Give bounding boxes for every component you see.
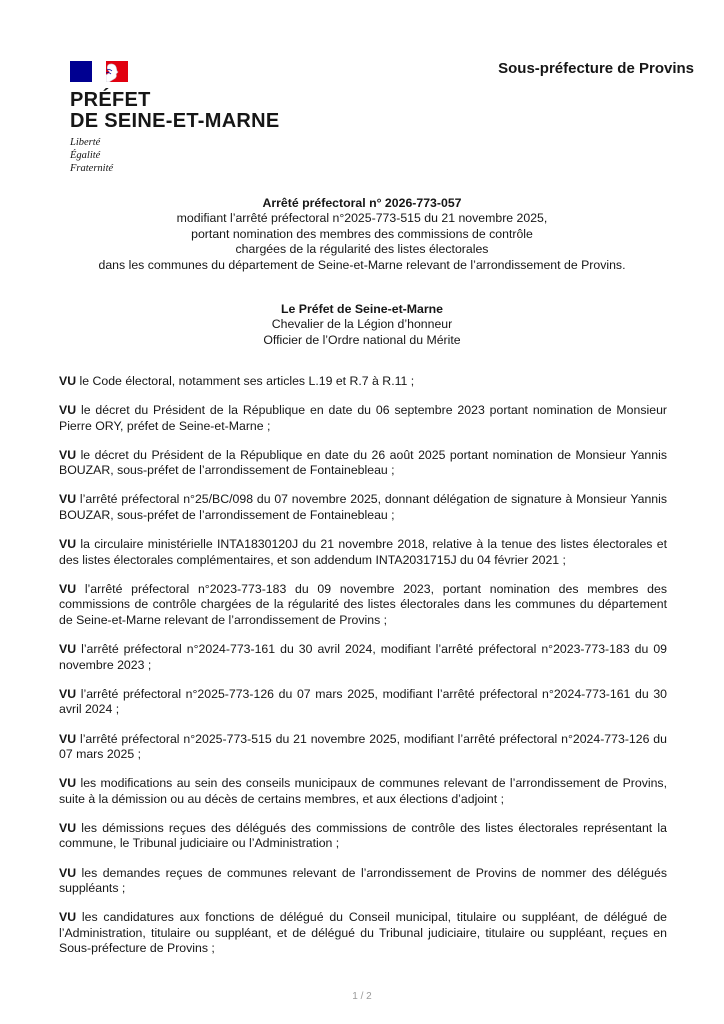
vu-text: le décret du Président de la République en date du 26 août 2025 portant nomination de Monsieur Yannis BOUZAR, sous-préfet de l’arrondissement de Fontainebleau ;	[59, 447, 667, 478]
vu-text: l’arrêté préfectoral n°2025-773-126 du 07 mars 2025, modifiant l’arrêté préfectoral n°2024-773-161 du 30 avril 2024 ;	[59, 686, 668, 717]
vu-item	[59, 642, 667, 673]
vu-label: VU	[59, 820, 77, 835]
prefet-honor: Officier de l’Ordre national du Mérite	[263, 332, 461, 347]
decree-heading: Arrêté préfectoral n° 2026-773-057	[262, 196, 462, 210]
vu-considerations	[59, 374, 667, 971]
vu-text: l’arrêté préfectoral n°2024-773-161 du 30 avril 2024, modifiant l’arrêté préfectoral n°2023-773-183 du 09 novembre 2023 ;	[59, 642, 667, 672]
vu-item	[59, 374, 667, 390]
decree-subtitle-line: modifiant l’arrêté préfectoral n°2025-773-515 du 21 novembre 2025,	[176, 211, 548, 226]
vu-item	[59, 448, 667, 479]
devise-egalite: Égalité	[70, 150, 101, 161]
vu-text: le Code électoral, notamment ses articles L.19 et R.7 à R.11 ;	[79, 374, 415, 388]
vu-text: l’arrêté préfectoral n°25/BC/098 du 07 novembre 2025, donnant délégation de signature à Monsieur Yannis BOUZAR, sous-préfet de l’arrondissement de Fontainebleau ;	[59, 492, 668, 523]
vu-text: les modifications au sein des conseils municipaux de communes relevant de l’arrondissement de Provins, suite à la démission ou au décès de certains membres, et aux élections d’adjoint ;	[59, 776, 667, 806]
vu-item	[59, 582, 667, 629]
vu-label: VU	[59, 731, 77, 746]
vu-label: VU	[59, 374, 77, 388]
vu-label: VU	[59, 447, 77, 462]
prefet-honor: Chevalier de la Légion d’honneur	[271, 317, 453, 332]
vu-label: VU	[59, 865, 77, 880]
vu-label: VU	[59, 642, 77, 657]
vu-label: VU	[59, 776, 77, 791]
vu-item	[59, 821, 667, 852]
prefet-title-line1: PRÉFET	[70, 89, 151, 111]
prefet-name: Le Préfet de Seine-et-Marne	[281, 302, 443, 316]
french-flag-icon	[70, 61, 128, 82]
vu-item	[59, 776, 667, 807]
vu-item	[59, 866, 667, 897]
vu-item	[59, 537, 667, 568]
vu-label: VU	[59, 686, 77, 701]
vu-item	[59, 403, 667, 434]
devise	[70, 136, 310, 175]
prefet-logo	[70, 61, 310, 175]
devise-fraternite: Fraternité	[70, 163, 114, 174]
vu-item	[59, 492, 667, 523]
decree-title-block	[40, 196, 684, 273]
decree-subtitle-line: chargées de la régularité des listes électorales	[235, 242, 489, 257]
vu-text: l’arrêté préfectoral n°2023-773-183 du 09 novembre 2023, portant nomination des membres des commissions de contrôle chargées de la régularité des listes électorales dans les communes du département de Seine-et-Marne relevant de l’arrondissement de Provins ;	[59, 581, 667, 628]
decree-subtitle-line: portant nomination des membres des commissions de contrôle	[191, 226, 533, 241]
prefet-title	[70, 90, 310, 132]
vu-label: VU	[59, 537, 77, 552]
vu-text: les candidatures aux fonctions de délégué du Conseil municipal, titulaire ou suppléant, de délégué de l’Administration, titulaire ou suppléant, et de délégué du Tribunal judiciaire, titulaire ou suppléant, reçues en Sous-préfecture de Provins ;	[59, 910, 668, 956]
vu-text: les demandes reçues de communes relevant de l’arrondissement de Provins de nommer des délégués suppléants ;	[59, 865, 668, 896]
decree-subtitle-line: dans les communes du département de Seine-et-Marne relevant de l’arrondissement de Provins.	[98, 257, 626, 272]
vu-item	[59, 687, 667, 718]
vu-text: l’arrêté préfectoral n°2025-773-515 du 21 novembre 2025, modifiant l’arrêté préfectoral n°2024-773-126 du 07 mars 2025 ;	[59, 731, 667, 762]
vu-label: VU	[59, 581, 77, 596]
issuing-office: Sous-préfecture de Provins	[498, 60, 694, 77]
vu-text: les démissions reçues des délégués des commissions de contrôle des listes électorales représentant la commune, le Tribunal judiciaire ou l’Administration ;	[59, 820, 667, 851]
page-number: 1 / 2	[352, 991, 372, 1002]
vu-text: le décret du Président de la République en date du 06 septembre 2023 portant nomination de Monsieur Pierre ORY, préfet de Seine-et-Marne ;	[59, 403, 668, 433]
vu-item	[59, 910, 667, 957]
marianne-profile-icon	[106, 61, 120, 82]
prefet-title-line2: DE SEINE-ET-MARNE	[70, 110, 280, 132]
prefet-signature-block	[40, 302, 684, 348]
vu-text: la circulaire ministérielle INTA1830120J du 21 novembre 2018, relative à la tenue des listes électorales et des listes électorales complémentaires, et son addendum INTA2031715J du 04 février 2021 ;	[59, 537, 667, 567]
vu-label: VU	[59, 403, 77, 418]
vu-item	[59, 732, 667, 763]
devise-liberte: Liberté	[70, 137, 101, 148]
vu-label: VU	[59, 492, 77, 507]
vu-label: VU	[59, 910, 77, 925]
